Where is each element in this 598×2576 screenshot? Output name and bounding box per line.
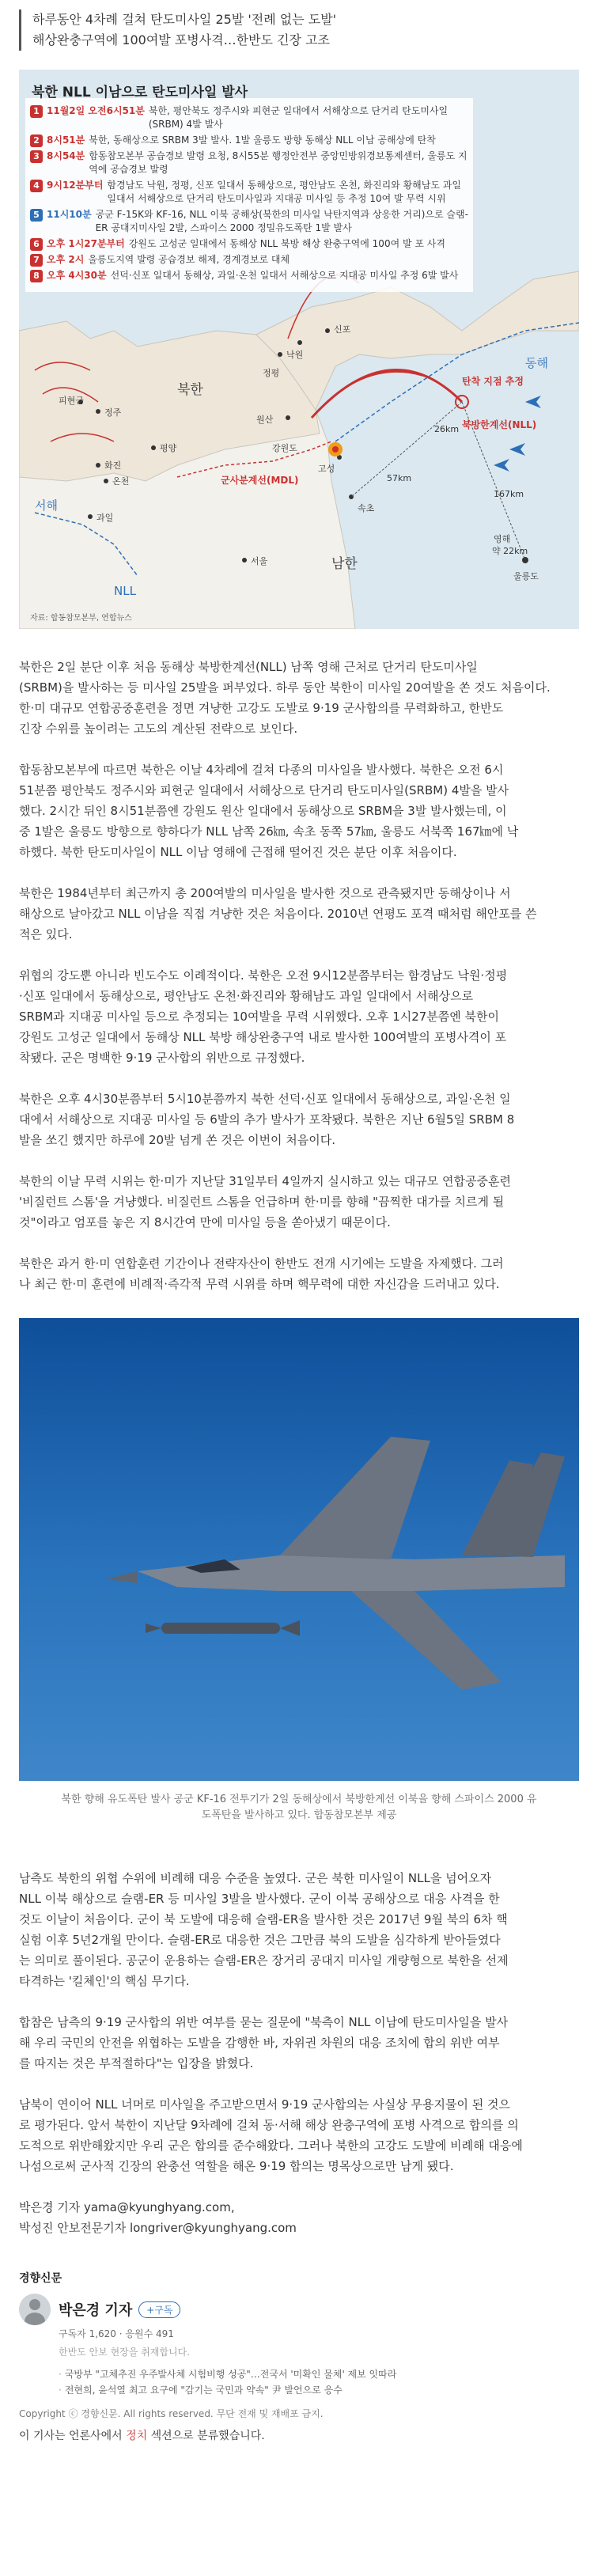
map-label-east-sea: 동해 [525, 356, 548, 370]
map-label-gwail: 과일 [97, 513, 114, 523]
event-description: 북한, 평안북도 정주시와 피현군 일대에서 서해상으로 단거리 탄도미사일(SRBM) 4발 발사 [148, 105, 448, 130]
paragraph-line: 긴장 수위를 높이려는 고도의 계산된 전략으로 보인다. [19, 722, 298, 736]
reporter-notice: 한반도 안보 현장을 취재합니다. [59, 2347, 190, 2358]
event-time: 오후 4시30분 [47, 270, 107, 281]
article-page [0, 9, 598, 2444]
reporter-row [19, 2294, 579, 2325]
paragraph-line: 발을 쏘긴 했지만 하루에 20발 넘게 쏜 것은 이번이 처음이다. [19, 1133, 336, 1147]
subhead-line: 하루동안 4차례 걸쳐 탄도미사일 25발 '전례 없는 도발' [32, 12, 337, 27]
event-number-badge: 4 [30, 180, 43, 192]
event-time: 9시12분부터 [47, 180, 104, 191]
map-label-north-korea: 북한 [177, 382, 203, 398]
caption-line: 북한 향해 유도폭탄 발사 공군 KF-16 전투기가 2일 동해상에서 북방한계선 이북을 향해 스파이스 2000 유 [61, 1794, 537, 1805]
event-number-badge: 6 [30, 238, 43, 251]
article-paragraph [19, 965, 579, 1068]
paragraph-line: 남측도 북한의 위협 수위에 비례해 대응 수준을 높였다. 군은 북한 미사일이 NLL을 넘어오자 [19, 1871, 492, 1885]
event-description: 북한, 동해상으로 SRBM 3발 발사. 1발 울릉도 방향 동해상 NLL 이남 공해상에 탄착 [89, 134, 436, 146]
infographic-event [30, 179, 473, 206]
map-label-nll-west: NLL [114, 584, 136, 598]
event-time: 오후 1시27분부터 [47, 238, 125, 249]
subscribe-button[interactable]: +구독 [138, 2301, 180, 2318]
event-time: 11시10분 [47, 209, 92, 220]
list-item[interactable] [59, 2366, 579, 2382]
section-link[interactable]: 정치 [126, 2430, 148, 2442]
press-name[interactable]: 경향신문 [19, 2272, 62, 2285]
paragraph-line: '비질런트 스톰'을 겨냥했다. 비질런트 스톰을 언급하며 한·미를 향해 "끔찍한 대가를 치르게 될 [19, 1195, 505, 1209]
paragraph-line: 북한의 이날 무력 시위는 한·미가 지난달 31일부터 4일까지 실시하고 있는 대규모 연합공중훈련 [19, 1174, 511, 1188]
paragraph-line: 실험 이후 5년2개월 만이다. 슬램-ER로 대응한 것은 그만큼 북의 도발을 심각하게 받아들였다 [19, 1933, 501, 1947]
event-description: 공군 F-15K와 KF-16, NLL 이북 공해상(북한의 미사일 낙탄지역과 상응한 거리)으로 슬램-ER 공대지미사일 2발, 스파이스 2000 정밀유도폭탄 1발 발사 [95, 209, 468, 233]
paragraph-line: 위협의 강도뿐 아니라 빈도수도 이례적이다. 북한은 오전 9시12분쯤부터는 함경남도 낙원·정평 [19, 968, 508, 983]
map-label-pyongyang: 평양 [160, 443, 177, 453]
event-time: 오후 2시 [47, 254, 85, 265]
reporter-article-list [59, 2366, 579, 2398]
article-paragraph [19, 1253, 579, 1294]
paragraph-line: SRBM과 지대공 미사일 등으로 추정되는 10여발을 무력 시위했다. 오후 1시27분쯤엔 북한이 [19, 1010, 500, 1024]
paragraph-line: 남북이 연이어 NLL 너머로 미사일을 주고받으면서 9·19 군사합의는 사실상 무용지물이 된 것으 [19, 2097, 510, 2112]
article-paragraph [19, 760, 579, 862]
paragraph-line: ·신포 일대에서 동해상으로, 평안남도 온천·화진리와 황해남도 과일 일대에서 서해상으로 [19, 989, 474, 1003]
byline-line: 박성진 안보전문기자 longriver@kyunghyang.com [19, 2221, 297, 2235]
paragraph-line: 북한은 1984년부터 최근까지 총 200여발의 미사일을 발사한 것으로 관측됐지만 동해상이나 서 [19, 886, 511, 900]
paragraph-line: 나섬으로써 군사적 긴장의 완충선 역할을 해온 9·19 합의는 명목상으로만 남게 됐다. [19, 2159, 454, 2173]
infographic-credit: 자료: 합동참모본부, 연합뉴스 [30, 614, 132, 623]
paragraph-line: 했다. 2시간 뒤인 8시51분쯤엔 강원도 원산 일대에서 동해상으로 SRBM을 3발 발사했는데, 이 [19, 804, 507, 818]
copyright-notice: Copyright ⓒ 경향신문. All rights reserved. 무단 전재 및 재배포 금지. [19, 2408, 324, 2419]
map-label-distance-26km: 26km [434, 424, 460, 434]
paragraph-line: 합참은 남측의 9·19 군사합의 위반 여부를 묻는 질문에 "북측이 NLL 이남에 탄도미사일을 발사 [19, 2015, 509, 2029]
event-number-badge: 8 [30, 270, 43, 282]
map-label-oncheon: 온천 [112, 476, 130, 487]
reporter-card [19, 2270, 579, 2396]
article-link[interactable]: 전현희, 윤석열 최고 요구에 "감기는 국민과 약속" 尹 발언으로 응수 [64, 2385, 343, 2396]
event-number-badge: 2 [30, 134, 43, 147]
article-paragraph [19, 1868, 579, 1991]
paragraph-line: 를 따지는 것은 부적절하다"는 입장을 밝혔다. [19, 2056, 254, 2070]
paragraph-line: 51분쯤 평안북도 정주시와 피현군 일대에서 서해상으로 단거리 탄도미사일(SRBM) 4발을 발사 [19, 783, 509, 797]
paragraph-line: (SRBM)을 발사하는 등 미사일 25발을 퍼부었다. 하루 동안 북한이 미사일 20여발을 쏜 것도 처음이다. [19, 680, 551, 695]
paragraph-line: 강원도 고성군 일대에서 동해상 NLL 북방 해상완충구역 내로 발사한 100여발의 포병사격이 포 [19, 1030, 507, 1044]
subhead-line: 해상완충구역에 100여발 포병사격…한반도 긴장 고조 [32, 32, 331, 47]
paragraph-line: 도적으로 위반해왔지만 우리 군은 합의를 준수해왔다. 그러나 북한의 고강도 도발에 비례해 대응에 [19, 2138, 523, 2153]
infographic-event [30, 269, 473, 282]
list-item[interactable] [59, 2382, 579, 2398]
article-photo [19, 1318, 579, 1781]
fighter-jet-photo [19, 1318, 579, 1781]
article-byline [19, 2197, 579, 2238]
avatar-body [25, 2313, 45, 2325]
paragraph-line: 북한은 오후 4시30분쯤부터 5시10분쯤까지 북한 선덕·신포 일대에서 동해상으로, 과일·온천 일 [19, 1092, 511, 1106]
paragraph-line: 것도 이날이 처음이다. 군이 북 도발에 대응해 슬램-ER을 발사한 것은 2017년 9월 북의 6차 핵 [19, 1912, 508, 1926]
bullet-icon: · [59, 2369, 62, 2380]
paragraph-line: 타격하는 '킬체인'의 핵심 무기다. [19, 1974, 190, 1988]
event-number-badge: 1 [30, 105, 43, 118]
infographic-event-list [30, 104, 473, 285]
map-label-ulleung-sea: 영해 [494, 534, 511, 544]
map-label-wonsan: 원산 [256, 415, 274, 425]
map-label-nll-east: 북방한계선(NLL) [462, 419, 537, 430]
map-label-south-korea: 남한 [331, 556, 358, 572]
paragraph-line: 것"이라고 엄포를 놓은 지 8시간여 만에 미사일 등을 쏟아냈기 때문이다. [19, 1215, 391, 1229]
event-time: 11월2일 오전6시51분 [47, 105, 145, 116]
infographic-event [30, 134, 473, 147]
section-notice [19, 2428, 579, 2444]
paragraph-line: 북한은 과거 한·미 연합훈련 기간이나 전략자산이 한반도 전개 시기에는 도발을 자제했다. 그러 [19, 1256, 504, 1271]
paragraph-line: 착됐다. 군은 명백한 9·19 군사합의 위반으로 규정했다. [19, 1051, 305, 1065]
reporter-stats: 구독자 1,620 · 응원수 491 [59, 2328, 174, 2339]
article-paragraph [19, 2012, 579, 2074]
bullet-icon: · [59, 2385, 62, 2396]
article-paragraph [19, 2094, 579, 2176]
article-link[interactable]: 국방부 "고체추진 우주발사체 시험비행 성공"…전국서 '미확인 물체' 제보 잇따라 [64, 2369, 397, 2380]
event-time: 8시54분 [47, 150, 85, 161]
event-number-badge: 3 [30, 150, 43, 163]
byline-line: 박은경 기자 yama@kyunghyang.com, [19, 2200, 235, 2214]
article-paragraph [19, 657, 579, 739]
article-paragraph [19, 883, 579, 945]
map-label-seoul: 서울 [251, 556, 268, 566]
paragraph-line: 대에서 서해상으로 지대공 미사일 등 6발의 추가 발사가 포착됐다. 북한은 지난 6월5일 SRBM 8 [19, 1112, 515, 1127]
caption-line: 도폭탄을 발사하고 있다. 합동참모본부 제공 [201, 1809, 397, 1821]
infographic-event [30, 150, 473, 176]
event-time: 8시51분 [47, 134, 85, 146]
map-label-distance-22km: 약 22km [492, 546, 528, 556]
map-label-mdl: 군사분계선(MDL) [221, 475, 299, 486]
article-paragraph [19, 1171, 579, 1233]
map-label-distance-167km: 167km [494, 489, 524, 499]
article-footer [19, 2406, 579, 2444]
paragraph-line: 로 평가된다. 앞서 북한이 지난달 9차례에 걸쳐 동·서해 해상 완충구역에 포병 사격으로 합의를 의 [19, 2118, 519, 2132]
paragraph-line: 적은 있다. [19, 927, 73, 941]
event-number-badge: 7 [30, 254, 43, 267]
event-description: 선덕·신포 일대서 동해상, 과일·온천 일대서 서해상으로 지대공 미사일 추정 6발 발사 [110, 270, 459, 281]
photo-caption [19, 1792, 579, 1824]
map-label-sinpo: 신포 [334, 324, 351, 335]
paragraph-line: 해상으로 날아갔고 NLL 이남을 직접 겨냥한 것은 처음이다. 2010년 연평도 포격 때처럼 해안포를 쓴 [19, 907, 537, 921]
avatar-head [29, 2299, 40, 2310]
map-label-jeongpyeong: 정평 [263, 368, 280, 378]
map-label-landing-area: 탄착 지점 추정 [462, 376, 524, 387]
map-label-gangwondo: 강원도 [272, 443, 297, 453]
map-label-jeongju: 정주 [104, 407, 122, 418]
paragraph-line: 해 우리 국민의 안전을 위협하는 도발을 감행한 바, 자위권 차원의 대응 조치에 합의 위반 여부 [19, 2036, 500, 2050]
map-label-west-sea: 서해 [35, 498, 58, 513]
map-label-distance-57km: 57km [387, 473, 412, 483]
missile-infographic [19, 70, 579, 629]
paragraph-line: 중 1발은 울릉도 방향으로 향하다가 NLL 남쪽 26㎞, 속초 동쪽 57㎞, 울릉도 서북쪽 167㎞에 낙 [19, 824, 519, 839]
paragraph-line: 나 최근 한·미 훈련에 비례적·즉각적 무력 시위를 하며 핵무력에 대한 자신감을 드러내고 있다. [19, 1277, 500, 1291]
event-description: 울릉도지역 발령 공습경보 해제, 경계경보로 대체 [88, 254, 290, 265]
infographic-event [30, 237, 473, 251]
reporter-name[interactable]: 박은경 기자 [59, 2302, 133, 2319]
map-label-goseong: 고성 [318, 464, 335, 474]
infographic-event [30, 208, 473, 235]
article-subheadline [19, 9, 579, 51]
paragraph-line: 하했다. 북한 탄도미사일이 NLL 이남 영해에 근접해 떨어진 것은 분단 이후 처음이다. [19, 845, 457, 859]
event-number-badge: 5 [30, 209, 43, 222]
map-label-ulleungdo: 울릉도 [513, 571, 539, 581]
paragraph-line: 한·미 대규모 연합공중훈련을 정면 겨냥한 고강도 도발로 9·19 군사합의를 무력화하고, 한반도 [19, 701, 504, 715]
section-notice-post: 섹션으로 분류했습니다. [147, 2430, 265, 2442]
map-label-hwajin: 화진 [104, 460, 122, 471]
paragraph-line: 는 의미로 풀이된다. 공군이 운용하는 슬램-ER은 장거리 공대지 미사일 개량형으로 북한을 선제 [19, 1953, 509, 1968]
event-description: 합동참모본부 공습경보 발령 요청, 8시55분 행정안전부 중앙민방위경보통제센터, 울릉도 지역에 공습경보 발령 [89, 150, 467, 175]
event-description: 함경남도 낙원, 정평, 신포 일대서 동해상으로, 평안남도 온천, 화진리와 황해남도 과일 일대서 서해상으로 단거리 탄도미사일과 지대공 미사일 등 추정 10여 발 무력 시위 [107, 180, 461, 204]
section-notice-pre: 이 기사는 언론사에서 [19, 2430, 127, 2442]
event-description: 강원도 고성군 일대에서 동해상 NLL 북방 해상 완충구역에 100여 발 포 사격 [128, 238, 445, 249]
paragraph-line: 합동참모본부에 따르면 북한은 이날 4차례에 걸쳐 다종의 미사일을 발사했다. 북한은 오전 6시 [19, 763, 504, 777]
map-label-sokcho: 속초 [358, 503, 375, 513]
infographic-event [30, 104, 473, 131]
infographic-title: 북한 NLL 이남으로 탄도미사일 발사 [32, 85, 248, 100]
article-paragraph [19, 1089, 579, 1150]
map-label-pihyeon: 피현군 [59, 396, 84, 406]
paragraph-line: 북한은 2일 분단 이후 처음 동해상 북방한계선(NLL) 남쪽 영해 근처로 단거리 탄도미사일 [19, 660, 478, 674]
map-label-nagwon: 낙원 [286, 350, 304, 360]
avatar[interactable] [19, 2294, 51, 2325]
infographic-event [30, 253, 473, 267]
paragraph-line: NLL 이북 해상으로 슬램-ER 등 미사일 3발을 발사했다. 군이 이북 공해상으로 대응 사격을 한 [19, 1892, 500, 1906]
